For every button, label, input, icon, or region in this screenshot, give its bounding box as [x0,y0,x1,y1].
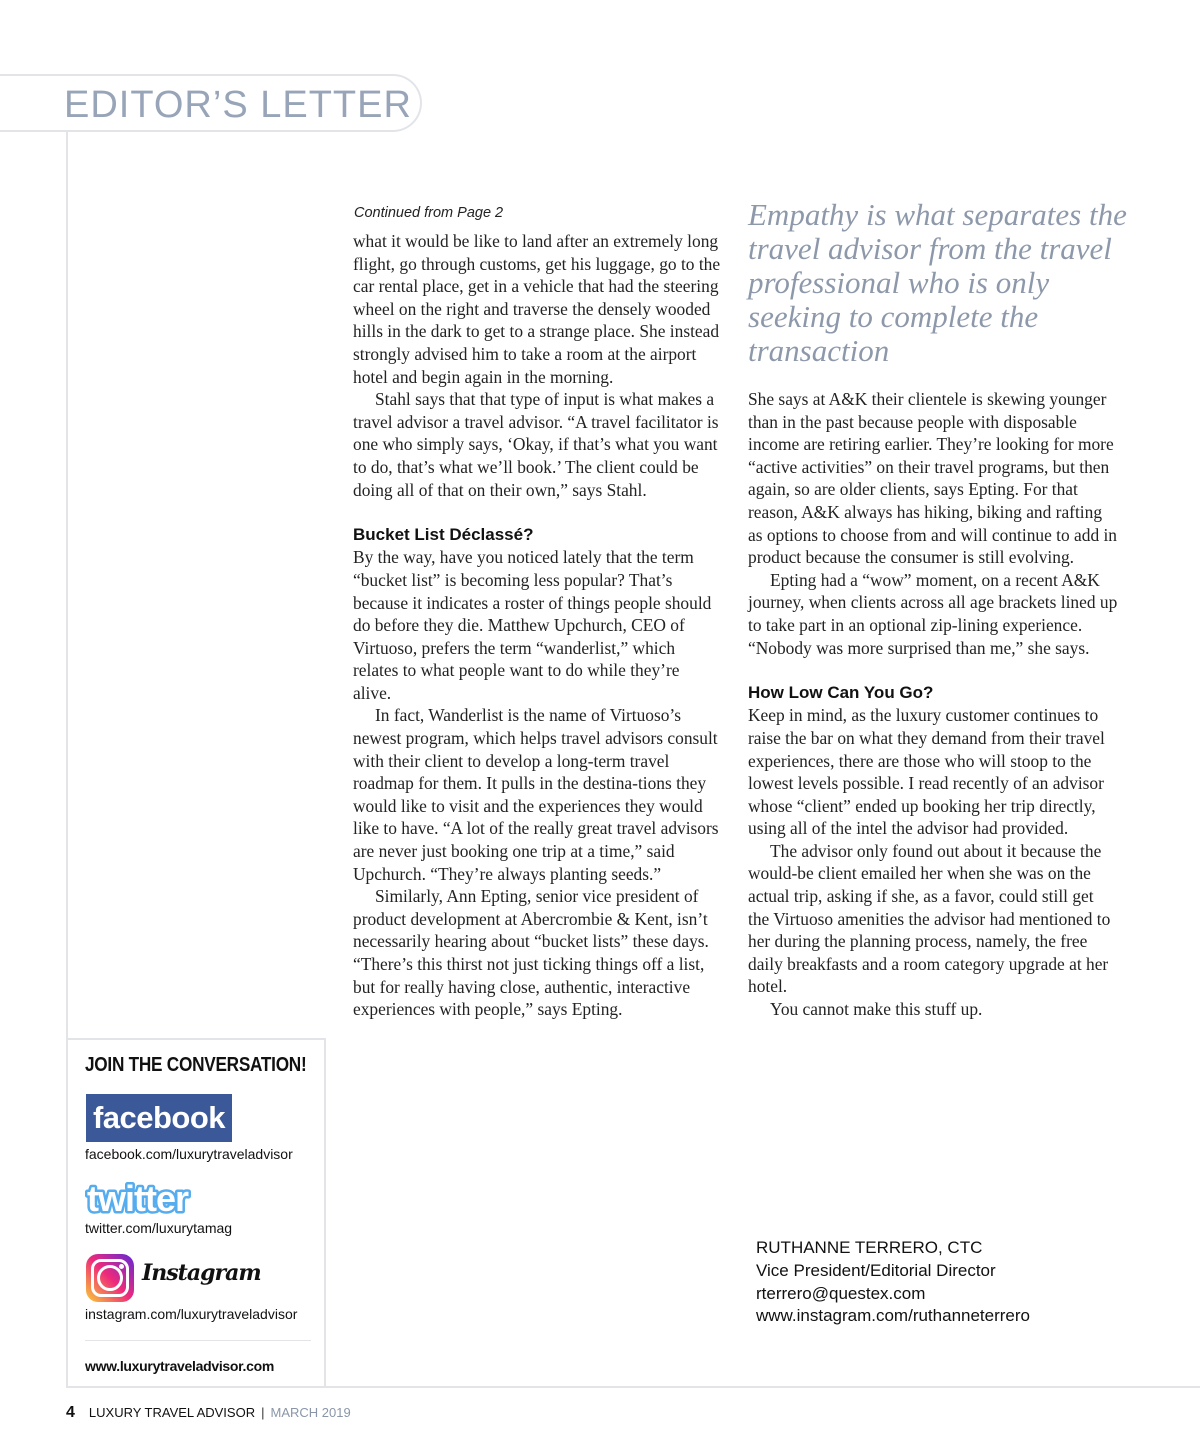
continued-label: Continued from Page 2 [354,205,504,221]
paragraph: You cannot make this stuff up. [770,999,983,1020]
editor-title: Vice President/Editorial Director [756,1260,996,1280]
subheading: Bucket List Déclassé? [353,524,534,544]
instagram-link[interactable]: instagram.com/luxurytraveladvisor [85,1306,298,1322]
section-title: EDITOR’S LETTER [64,84,412,126]
page-footer [66,1404,351,1422]
twitter-link[interactable]: twitter.com/luxurytamag [85,1220,233,1236]
twitter-logo[interactable] [85,1180,235,1218]
paragraph: By the way, have you noticed lately that the term “bucket list” is becoming less popular? That’s because it indicates a roster of things people should do before they die. Matthew Upchurch, CEO of Virtuoso, prefers the term “wanderlist,” which relates to what people want to do while they’re alive. [353,547,712,703]
facebook-link[interactable]: facebook.com/luxurytraveladvisor [85,1146,293,1162]
frame-bottom-line [326,1386,1200,1388]
social-sidebar [66,1038,326,1388]
sidebar-title: JOIN THE CONVERSATION! [85,1054,307,1076]
paragraph: Keep in mind, as the luxury customer continues to raise the bar on what they demand from their travel experiences, there are those who will stoop to the lowest levels possible. I read recently of an advisor whose “client” ended up booking her trip directly, using all of the intel the advisor had provided. [748,705,1105,839]
article-column-2 [748,388,1118,1021]
editor-name: RUTHANNE TERRERO, CTC [756,1238,983,1257]
paragraph: In fact, Wanderlist is the name of Virtuoso’s newest program, which helps travel advisors consult with their client to develop a long-term travel roadmap for them. It pulls in the destina-tions they would like to visit and the experiences they would like to have. “A lot of the really great travel advisors are never just booking one trip at a time,” said Upchurch. “They’re always planting seeds.” [353,705,719,884]
editor-email[interactable]: rterrero@questex.com [756,1283,926,1303]
website-link[interactable]: www.luxurytraveladvisor.com [85,1358,275,1374]
instagram-logo-text[interactable]: Instagram [142,1260,261,1286]
subheading: How Low Can You Go? [748,682,934,702]
page-number: 4 [66,1404,75,1421]
facebook-logo[interactable]: facebook [86,1094,232,1142]
twitter-logo-text: twitter [87,1180,188,1218]
editor-signature [756,1237,1030,1328]
paragraph: Epting had a “wow” moment, on a recent A&K journey, when clients across all age brackets lined up to take part in an optional zip-lining experience. “Nobody was more surprised than me,” she says. [748,569,1118,658]
footer-separator: | [261,1405,265,1420]
pull-quote: Empathy is what separates the travel advisor from the travel professional who is only seeking to complete the transaction [748,197,1127,368]
paragraph: what it would be like to land after an extremely long flight, go through customs, get his luggage, go to the car rental place, get in a vehicle that had the steering wheel on the right and traverse the densely wooded hills in the dark to get to a strange place. She instead strongly advised him to take a room at the airport hotel and begin again in the morning. [353,231,721,387]
article-column-1 [353,230,721,1021]
instagram-icon[interactable] [86,1254,134,1302]
paragraph: She says at A&K their clientele is skewing younger than in the past because people with disposable income are retiring earlier. They’re looking for more “active activities” on their travel programs, but then again, so are older clients, says Epting. For that reason, A&K always has hiking, biking and rafting as options to choose from and will continue to add in product because the consumer is still evolving. [748,389,1118,568]
editor-instagram[interactable]: www.instagram.com/ruthanneterrero [756,1306,1031,1326]
paragraph: Stahl says that that type of input is what makes a travel advisor a travel advisor. “A travel facilitator is one who simply says, ‘Okay, if that’s what you want to do, that’s what we’ll book.’ The client could be doing all of that on their own,” says Stahl. [353,389,719,500]
sidebar-divider [85,1340,311,1341]
publication-name: LUXURY TRAVEL ADVISOR [88,1405,256,1420]
paragraph: Similarly, Ann Epting, senior vice president of product development at Abercrombie & Kent, isn’t necessarily hearing about “bucket lists” these days. “There’s this thirst not just ticking things off a list, but for really having close, authentic, interactive experiences with people,” says Epting. [353,886,709,1020]
issue-date: MARCH 2019 [270,1405,351,1420]
frame-left-line [66,132,68,1038]
paragraph: The advisor only found out about it because the would-be client emailed her when she was on the actual trip, asking if she, as a favor, could still get the Virtuoso amenities the advisor had mentioned to her during the planning process, namely, the free daily breakfasts and a room category upgrade at her hotel. [748,840,1111,997]
